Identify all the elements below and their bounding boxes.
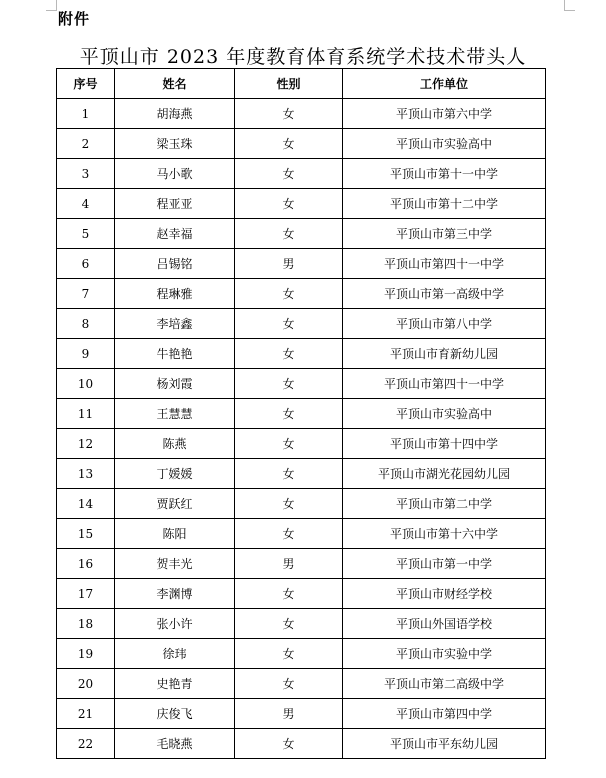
cell-index: 19 (57, 639, 115, 669)
cell-index: 15 (57, 519, 115, 549)
attachment-label: 附件 (58, 10, 91, 28)
table-row (57, 489, 546, 519)
table-row (57, 519, 546, 549)
table-row (57, 189, 546, 219)
document-title: 平顶山市 2023 年度教育体育系统学术技术带头人 (79, 46, 527, 68)
cell-work-unit: 平顶山市第十一中学 (343, 159, 546, 189)
cell-name: 陈燕 (115, 429, 235, 459)
cell-work-unit: 平顶山市第四十一中学 (343, 369, 546, 399)
cell-name: 丁媛媛 (115, 459, 235, 489)
page-corner-mark-left (46, 0, 57, 11)
cell-name: 徐玮 (115, 639, 235, 669)
cell-name: 史艳青 (115, 669, 235, 699)
cell-work-unit: 平顶山市实验中学 (343, 639, 546, 669)
cell-gender: 女 (235, 429, 343, 459)
cell-work-unit: 平顶山市实验高中 (343, 399, 546, 429)
cell-gender: 女 (235, 129, 343, 159)
table-row (57, 279, 546, 309)
table-row (57, 669, 546, 699)
cell-work-unit: 平顶山市第六中学 (343, 99, 546, 129)
header-work-unit: 工作单位 (343, 69, 546, 99)
cell-work-unit: 平顶山市第一高级中学 (343, 279, 546, 309)
header-gender: 性别 (235, 69, 343, 99)
cell-name: 陈阳 (115, 519, 235, 549)
cell-name: 牛艳艳 (115, 339, 235, 369)
cell-work-unit: 平顶山市第十六中学 (343, 519, 546, 549)
cell-name: 毛晓燕 (115, 729, 235, 759)
cell-gender: 男 (235, 549, 343, 579)
cell-index: 9 (57, 339, 115, 369)
cell-index: 2 (57, 129, 115, 159)
table-row (57, 459, 546, 489)
cell-gender: 女 (235, 189, 343, 219)
cell-gender: 女 (235, 459, 343, 489)
cell-work-unit: 平顶山市第四十一中学 (343, 249, 546, 279)
cell-gender: 女 (235, 159, 343, 189)
cell-gender: 女 (235, 219, 343, 249)
cell-name: 程亚亚 (115, 189, 235, 219)
table-row (57, 249, 546, 279)
cell-gender: 女 (235, 669, 343, 699)
cell-work-unit: 平顶山市湖光花园幼儿园 (343, 459, 546, 489)
table-row (57, 699, 546, 729)
cell-name: 王慧慧 (115, 399, 235, 429)
cell-work-unit: 平顶山市第二高级中学 (343, 669, 546, 699)
cell-work-unit: 平顶山市第三中学 (343, 219, 546, 249)
cell-gender: 女 (235, 639, 343, 669)
table-row (57, 429, 546, 459)
cell-gender: 男 (235, 249, 343, 279)
cell-work-unit: 平顶山市第四中学 (343, 699, 546, 729)
cell-index: 8 (57, 309, 115, 339)
cell-name: 庆俊飞 (115, 699, 235, 729)
table-row (57, 99, 546, 129)
cell-index: 12 (57, 429, 115, 459)
table-row (57, 339, 546, 369)
cell-index: 13 (57, 459, 115, 489)
cell-work-unit: 平顶山市第二中学 (343, 489, 546, 519)
table-row (57, 129, 546, 159)
cell-name: 梁玉珠 (115, 129, 235, 159)
cell-index: 6 (57, 249, 115, 279)
cell-name: 胡海燕 (115, 99, 235, 129)
cell-name: 贾跃红 (115, 489, 235, 519)
table-body (57, 99, 546, 759)
cell-index: 5 (57, 219, 115, 249)
cell-name: 程琳雅 (115, 279, 235, 309)
cell-gender: 男 (235, 699, 343, 729)
cell-gender: 女 (235, 579, 343, 609)
cell-index: 17 (57, 579, 115, 609)
cell-work-unit: 平顶山市育新幼儿园 (343, 339, 546, 369)
table-row (57, 159, 546, 189)
cell-gender: 女 (235, 609, 343, 639)
cell-index: 14 (57, 489, 115, 519)
table-row (57, 399, 546, 429)
cell-index: 20 (57, 669, 115, 699)
cell-index: 3 (57, 159, 115, 189)
cell-work-unit: 平顶山市第一中学 (343, 549, 546, 579)
cell-name: 李渊博 (115, 579, 235, 609)
cell-gender: 女 (235, 279, 343, 309)
table-header-row (57, 69, 546, 99)
table-row (57, 609, 546, 639)
table-row (57, 219, 546, 249)
cell-work-unit: 平顶山市财经学校 (343, 579, 546, 609)
cell-work-unit: 平顶山市第十四中学 (343, 429, 546, 459)
table-row (57, 639, 546, 669)
cell-gender: 女 (235, 729, 343, 759)
cell-work-unit: 平顶山市第十二中学 (343, 189, 546, 219)
header-index: 序号 (57, 69, 115, 99)
cell-work-unit: 平顶山外国语学校 (343, 609, 546, 639)
cell-name: 李培鑫 (115, 309, 235, 339)
cell-index: 10 (57, 369, 115, 399)
cell-work-unit: 平顶山市实验高中 (343, 129, 546, 159)
cell-gender: 女 (235, 339, 343, 369)
table-row (57, 309, 546, 339)
cell-index: 7 (57, 279, 115, 309)
cell-gender: 女 (235, 519, 343, 549)
cell-index: 16 (57, 549, 115, 579)
header-name: 姓名 (115, 69, 235, 99)
cell-gender: 女 (235, 489, 343, 519)
cell-gender: 女 (235, 369, 343, 399)
cell-gender: 女 (235, 309, 343, 339)
table-row (57, 369, 546, 399)
table-row (57, 729, 546, 759)
cell-index: 18 (57, 609, 115, 639)
cell-index: 1 (57, 99, 115, 129)
cell-name: 杨刘霞 (115, 369, 235, 399)
table-row (57, 579, 546, 609)
cell-name: 贺丰光 (115, 549, 235, 579)
cell-name: 马小歌 (115, 159, 235, 189)
cell-name: 张小许 (115, 609, 235, 639)
cell-index: 4 (57, 189, 115, 219)
cell-index: 11 (57, 399, 115, 429)
cell-work-unit: 平顶山市平东幼儿园 (343, 729, 546, 759)
cell-name: 吕锡铭 (115, 249, 235, 279)
cell-gender: 女 (235, 399, 343, 429)
roster-table (56, 68, 546, 759)
page-corner-mark-right (564, 0, 575, 11)
cell-index: 21 (57, 699, 115, 729)
cell-work-unit: 平顶山市第八中学 (343, 309, 546, 339)
cell-gender: 女 (235, 99, 343, 129)
table-row (57, 549, 546, 579)
cell-name: 赵幸福 (115, 219, 235, 249)
cell-index: 22 (57, 729, 115, 759)
